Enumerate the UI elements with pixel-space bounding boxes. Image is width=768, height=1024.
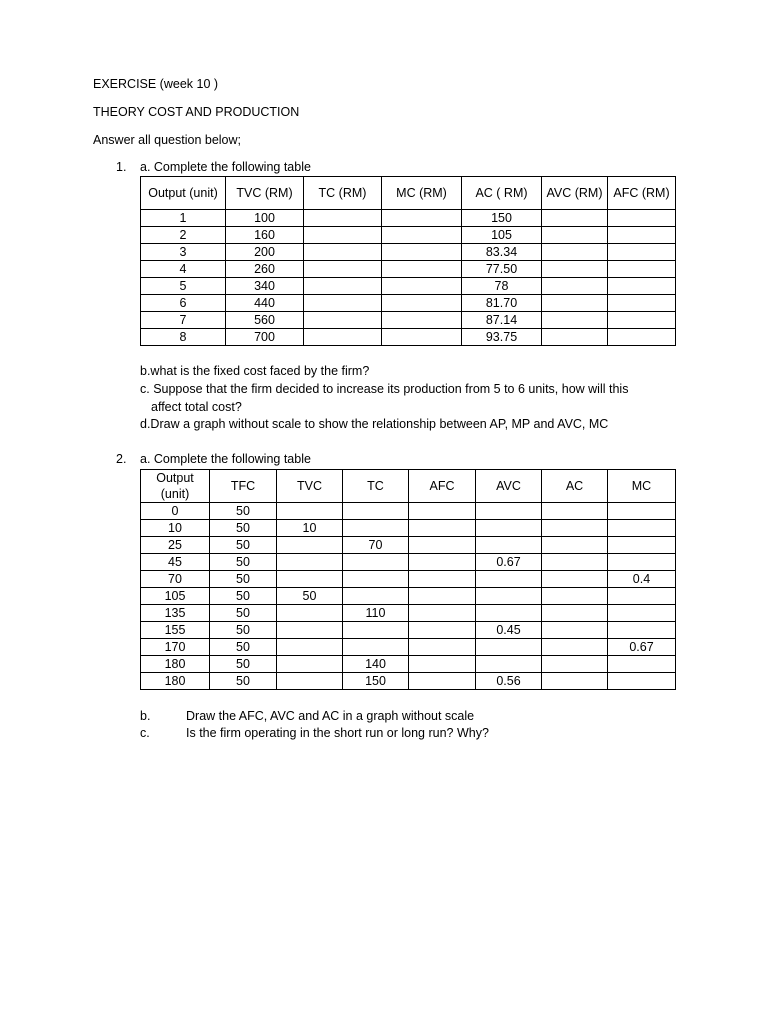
column-header: AFC (RM) xyxy=(608,177,676,210)
table-cell xyxy=(343,503,409,520)
table-cell xyxy=(277,571,343,588)
table-cell: 105 xyxy=(462,227,542,244)
table-cell xyxy=(382,312,462,329)
table-row xyxy=(141,656,676,673)
table-cell xyxy=(409,554,476,571)
column-header: TC (RM) xyxy=(304,177,382,210)
table-cell xyxy=(542,673,608,690)
table-cell xyxy=(608,520,676,537)
table-cell xyxy=(304,261,382,278)
table-cell xyxy=(542,520,608,537)
table-cell: 50 xyxy=(210,571,277,588)
q1-number: 1. xyxy=(116,160,127,174)
table-cell: 50 xyxy=(210,503,277,520)
table-cell xyxy=(476,639,542,656)
column-header: AC ( RM) xyxy=(462,177,542,210)
table-row xyxy=(141,639,676,656)
table-cell: 160 xyxy=(226,227,304,244)
table-cell: 2 xyxy=(141,227,226,244)
column-header: AFC xyxy=(409,470,476,503)
table-cell xyxy=(476,588,542,605)
table-cell xyxy=(382,210,462,227)
column-header: Output (unit) xyxy=(141,177,226,210)
table-cell xyxy=(476,503,542,520)
table-cell: 6 xyxy=(141,295,226,312)
table-cell: 140 xyxy=(343,656,409,673)
table-row xyxy=(141,295,676,312)
table-cell xyxy=(409,656,476,673)
table-cell: 78 xyxy=(462,278,542,295)
table-cell xyxy=(304,227,382,244)
table-cell xyxy=(343,520,409,537)
table-cell xyxy=(277,503,343,520)
q1-part-a: a. Complete the following table xyxy=(140,160,311,174)
table-cell: 83.34 xyxy=(462,244,542,261)
table-row xyxy=(141,605,676,622)
table-cell: 0.45 xyxy=(476,622,542,639)
table-row xyxy=(141,278,676,295)
table-cell xyxy=(277,537,343,554)
table-row xyxy=(141,329,676,346)
table-cell xyxy=(542,244,608,261)
q1-part-d: d.Draw a graph without scale to show the relationship between AP, MP and AVC, MC xyxy=(140,417,609,431)
table-cell xyxy=(542,588,608,605)
table-cell xyxy=(608,312,676,329)
table-cell: 180 xyxy=(141,656,210,673)
q1-part-c: c. Suppose that the firm decided to increase its production from 5 to 6 units, how will this xyxy=(140,382,629,396)
table-cell: 100 xyxy=(226,210,304,227)
table-cell: 3 xyxy=(141,244,226,261)
table-cell xyxy=(542,312,608,329)
table-cell xyxy=(304,210,382,227)
table-cell xyxy=(409,605,476,622)
table-cell xyxy=(608,295,676,312)
table-cell xyxy=(476,537,542,554)
table-cell: 50 xyxy=(210,656,277,673)
table-cell xyxy=(608,278,676,295)
table-cell xyxy=(542,261,608,278)
table-cell xyxy=(304,295,382,312)
table-cell: 77.50 xyxy=(462,261,542,278)
table-cell: 4 xyxy=(141,261,226,278)
table-cell xyxy=(277,656,343,673)
table-cell: 10 xyxy=(141,520,210,537)
column-header: AC xyxy=(542,470,608,503)
table-cell: 170 xyxy=(141,639,210,656)
table-cell: 700 xyxy=(226,329,304,346)
table-cell xyxy=(277,554,343,571)
table-cell xyxy=(409,588,476,605)
table-cell: 50 xyxy=(210,520,277,537)
table-cell xyxy=(476,605,542,622)
table-cell xyxy=(542,227,608,244)
table-cell xyxy=(608,622,676,639)
table-cell: 440 xyxy=(226,295,304,312)
q2-part-b-label: b. xyxy=(140,709,151,723)
table-cell xyxy=(608,227,676,244)
table-cell xyxy=(409,571,476,588)
table-cell xyxy=(608,605,676,622)
table-row xyxy=(141,520,676,537)
table-cell: 260 xyxy=(226,261,304,278)
table-row xyxy=(141,210,676,227)
table-cell: 105 xyxy=(141,588,210,605)
table-cell xyxy=(304,244,382,261)
table-cell: 70 xyxy=(141,571,210,588)
table-cell xyxy=(277,605,343,622)
table-cell: 0 xyxy=(141,503,210,520)
table-cell xyxy=(409,503,476,520)
table-cell xyxy=(382,244,462,261)
table-row xyxy=(141,227,676,244)
table-cell: 87.14 xyxy=(462,312,542,329)
column-header: TVC (RM) xyxy=(226,177,304,210)
q1-part-b: b.what is the fixed cost faced by the firm? xyxy=(140,364,370,378)
table-cell xyxy=(476,571,542,588)
table-cell xyxy=(608,210,676,227)
table-row xyxy=(141,261,676,278)
table-cell xyxy=(608,244,676,261)
table-cell xyxy=(608,656,676,673)
table-cell xyxy=(382,278,462,295)
table-cell: 10 xyxy=(277,520,343,537)
table-cell xyxy=(343,554,409,571)
table-cell xyxy=(542,622,608,639)
table-cell xyxy=(304,278,382,295)
table-cell xyxy=(608,588,676,605)
table-cell xyxy=(409,537,476,554)
table-cell xyxy=(542,503,608,520)
table-cell: 560 xyxy=(226,312,304,329)
instruction-text: Answer all question below; xyxy=(93,133,241,147)
table-cell xyxy=(476,656,542,673)
table-cell xyxy=(608,673,676,690)
table-cell: 200 xyxy=(226,244,304,261)
table-row xyxy=(141,571,676,588)
table-cell xyxy=(608,537,676,554)
table-cell xyxy=(343,639,409,656)
table-cell xyxy=(409,673,476,690)
table-row xyxy=(141,673,676,690)
column-header: Output (unit) xyxy=(141,470,210,503)
table-cell: 0.4 xyxy=(608,571,676,588)
table-cell xyxy=(608,329,676,346)
column-header: MC xyxy=(608,470,676,503)
table-row xyxy=(141,588,676,605)
table-cell: 50 xyxy=(210,554,277,571)
table-cell: 0.67 xyxy=(608,639,676,656)
table-cell xyxy=(608,261,676,278)
table-cell xyxy=(382,227,462,244)
table-cell: 0.67 xyxy=(476,554,542,571)
table-header-row xyxy=(141,177,676,210)
table-cell xyxy=(409,520,476,537)
table-cell xyxy=(277,673,343,690)
table-cell xyxy=(409,639,476,656)
table-cell: 70 xyxy=(343,537,409,554)
q1-part-c-continued: affect total cost? xyxy=(151,400,242,414)
table-cell xyxy=(277,622,343,639)
table-row xyxy=(141,244,676,261)
table-cell: 50 xyxy=(277,588,343,605)
q2-number: 2. xyxy=(116,452,127,466)
table-cell: 50 xyxy=(210,588,277,605)
document-title: THEORY COST AND PRODUCTION xyxy=(93,105,300,119)
table-cell xyxy=(608,503,676,520)
table-cell: 45 xyxy=(141,554,210,571)
table-row xyxy=(141,503,676,520)
table-cell xyxy=(542,537,608,554)
table-cell: 93.75 xyxy=(462,329,542,346)
table-cell xyxy=(542,571,608,588)
table-cell xyxy=(343,571,409,588)
table-row xyxy=(141,622,676,639)
table-cell xyxy=(542,278,608,295)
table-cell xyxy=(542,329,608,346)
table-cell: 8 xyxy=(141,329,226,346)
table-row xyxy=(141,537,676,554)
column-header: AVC xyxy=(476,470,542,503)
table-header-row xyxy=(141,470,676,503)
table-cell xyxy=(343,622,409,639)
table-cell xyxy=(542,605,608,622)
column-header: MC (RM) xyxy=(382,177,462,210)
column-header: AVC (RM) xyxy=(542,177,608,210)
q2-part-c: Is the firm operating in the short run or long run? Why? xyxy=(186,726,489,740)
table-cell: 50 xyxy=(210,622,277,639)
table-cell xyxy=(542,656,608,673)
table-cell: 0.56 xyxy=(476,673,542,690)
table-cell: 5 xyxy=(141,278,226,295)
table-cell: 1 xyxy=(141,210,226,227)
table-cell: 150 xyxy=(343,673,409,690)
table-cell xyxy=(382,295,462,312)
table-cell xyxy=(608,554,676,571)
table-cell xyxy=(304,329,382,346)
table-cell xyxy=(277,639,343,656)
table-cell xyxy=(542,210,608,227)
q1-cost-table xyxy=(140,176,676,346)
table-cell: 180 xyxy=(141,673,210,690)
table-cell xyxy=(542,554,608,571)
q2-part-a: a. Complete the following table xyxy=(140,452,311,466)
column-header: TFC xyxy=(210,470,277,503)
table-cell: 110 xyxy=(343,605,409,622)
table-cell: 150 xyxy=(462,210,542,227)
table-cell xyxy=(382,261,462,278)
table-cell: 50 xyxy=(210,537,277,554)
table-cell: 81.70 xyxy=(462,295,542,312)
table-row xyxy=(141,312,676,329)
table-cell xyxy=(542,295,608,312)
table-cell: 50 xyxy=(210,639,277,656)
table-row xyxy=(141,554,676,571)
table-cell xyxy=(409,622,476,639)
table-cell xyxy=(304,312,382,329)
table-cell: 340 xyxy=(226,278,304,295)
table-cell: 50 xyxy=(210,673,277,690)
table-cell xyxy=(476,520,542,537)
table-cell: 7 xyxy=(141,312,226,329)
table-cell xyxy=(542,639,608,656)
q2-part-c-label: c. xyxy=(140,726,150,740)
q2-cost-table xyxy=(140,469,676,690)
q2-part-b: Draw the AFC, AVC and AC in a graph without scale xyxy=(186,709,475,723)
exercise-heading: EXERCISE (week 10 ) xyxy=(93,77,219,91)
column-header: TVC xyxy=(277,470,343,503)
table-cell: 135 xyxy=(141,605,210,622)
column-header: TC xyxy=(343,470,409,503)
table-cell xyxy=(343,588,409,605)
table-cell: 25 xyxy=(141,537,210,554)
table-cell: 50 xyxy=(210,605,277,622)
table-cell xyxy=(382,329,462,346)
table-cell: 155 xyxy=(141,622,210,639)
